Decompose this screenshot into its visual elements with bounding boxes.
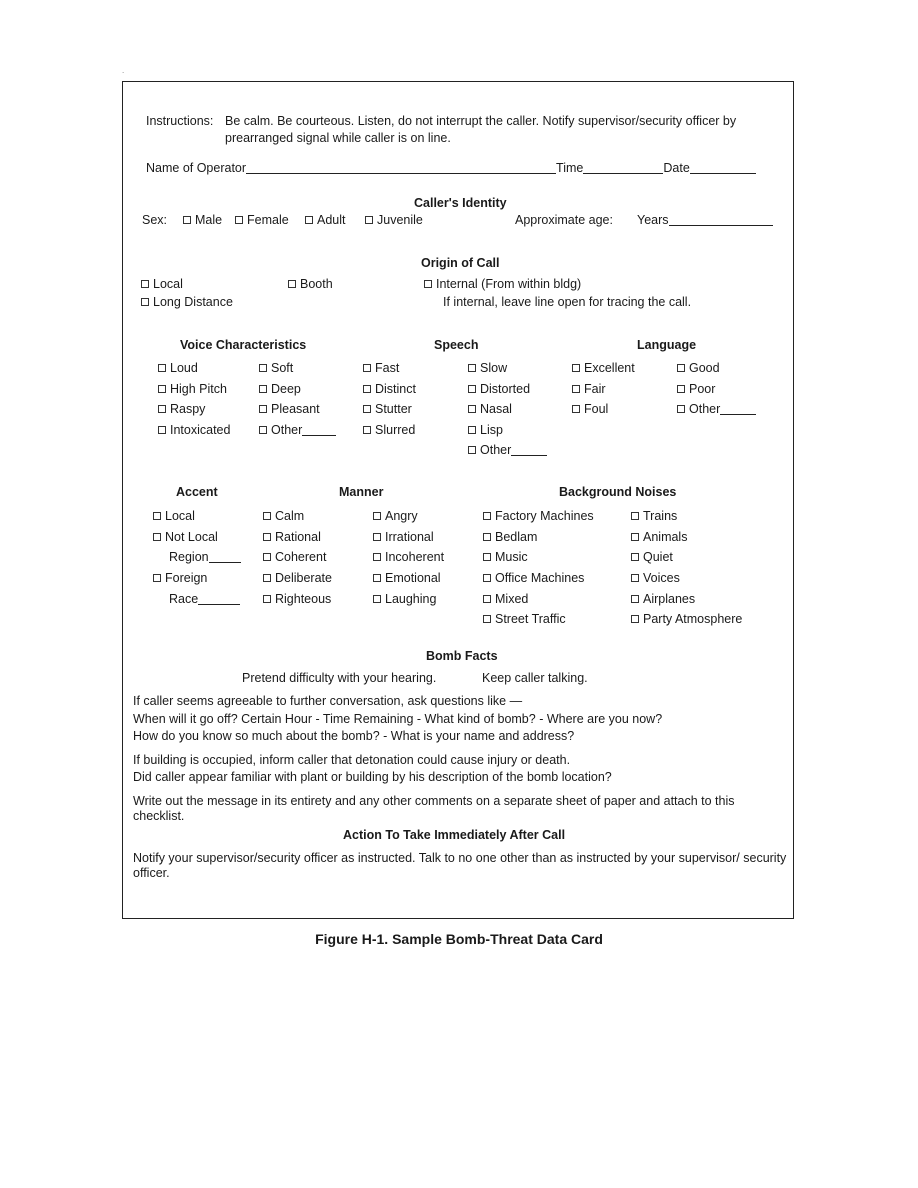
region-field[interactable] (209, 550, 241, 563)
checkbox-icon[interactable] (468, 364, 476, 372)
noise-animals[interactable]: Animals (631, 530, 687, 545)
checkbox-icon[interactable] (141, 280, 149, 288)
checkbox-icon[interactable] (631, 553, 639, 561)
operator-row (146, 161, 756, 176)
noise-mixed[interactable]: Mixed (483, 592, 528, 607)
checkbox-icon[interactable] (263, 553, 271, 561)
voice-deep[interactable]: Deep (259, 382, 301, 397)
origin-local[interactable]: Local (141, 277, 183, 292)
language-other-field[interactable] (720, 402, 756, 415)
option-male[interactable]: Male (183, 213, 222, 228)
speech-stutter[interactable]: Stutter (363, 402, 412, 417)
bomb-facts-p3: How do you know so much about the bomb? - What is your name and address? (133, 729, 575, 743)
manner-angry[interactable]: Angry (373, 509, 418, 524)
bomb-facts-hint-hearing: Pretend difficulty with your hearing. (242, 671, 437, 685)
language-fair[interactable]: Fair (572, 382, 606, 397)
voice-raspy[interactable]: Raspy (158, 402, 205, 417)
approximate-age-label: Approximate age: (515, 213, 613, 227)
checkbox-icon[interactable] (483, 615, 491, 623)
accent-local[interactable]: Local (153, 509, 195, 524)
accent-foreign[interactable]: Foreign (153, 571, 207, 586)
instructions-label: Instructions: (146, 114, 214, 128)
speech-other[interactable]: Other (468, 443, 547, 458)
language-heading: Language (637, 338, 697, 352)
checkbox-icon[interactable] (183, 216, 191, 224)
checkbox-icon[interactable] (468, 405, 476, 413)
checkbox-icon[interactable] (572, 405, 580, 413)
speech-slow[interactable]: Slow (468, 361, 507, 376)
checkbox-icon[interactable] (158, 405, 166, 413)
bomb-facts-p1: If caller seems agreeable to further conversation, ask questions like — (133, 694, 523, 708)
checkbox-icon[interactable] (158, 385, 166, 393)
checkbox-icon[interactable] (259, 385, 267, 393)
sex-label: Sex: (142, 213, 168, 227)
checkbox-icon[interactable] (373, 553, 381, 561)
language-excellent[interactable]: Excellent (572, 361, 635, 376)
checkbox-icon[interactable] (363, 364, 371, 372)
voice-other[interactable]: Other (259, 423, 336, 438)
checkbox-icon[interactable] (373, 533, 381, 541)
bomb-facts-p2: When will it go off? Certain Hour - Time Remaining - What kind of bomb? - Where are you now? (133, 712, 663, 726)
operator-name-label: Name of Operator (146, 161, 247, 175)
date-label: Date (663, 161, 690, 175)
voice-other-field[interactable] (302, 423, 336, 436)
checkbox-icon[interactable] (677, 405, 685, 413)
accent-heading: Accent (176, 485, 218, 499)
checkbox-icon[interactable] (259, 426, 267, 434)
checkbox-icon[interactable] (677, 364, 685, 372)
manner-incoherent[interactable]: Incoherent (373, 550, 444, 565)
language-other[interactable]: Other (677, 402, 756, 417)
manner-rational[interactable]: Rational (263, 530, 321, 545)
figure-caption: Figure H-1. Sample Bomb-Threat Data Card (315, 931, 603, 947)
noise-office-machines[interactable]: Office Machines (483, 571, 584, 586)
checkbox-icon[interactable] (363, 405, 371, 413)
checkbox-icon[interactable] (572, 364, 580, 372)
checkbox-icon[interactable] (677, 385, 685, 393)
callers-identity-heading: Caller's Identity (414, 196, 507, 210)
bomb-facts-p5: Did caller appear familiar with plant or building by his description of the bomb location? (133, 770, 612, 784)
voice-characteristics-heading: Voice Characteristics (180, 338, 307, 352)
speech-distorted[interactable]: Distorted (468, 382, 530, 397)
manner-laughing[interactable]: Laughing (373, 592, 436, 607)
checkbox-icon[interactable] (468, 385, 476, 393)
manner-emotional[interactable]: Emotional (373, 571, 441, 586)
voice-pleasant[interactable]: Pleasant (259, 402, 320, 417)
checkbox-icon[interactable] (153, 533, 161, 541)
manner-irrational[interactable]: Irrational (373, 530, 434, 545)
speech-nasal[interactable]: Nasal (468, 402, 512, 417)
manner-calm[interactable]: Calm (263, 509, 304, 524)
bomb-facts-p4: If building is occupied, inform caller that detonation could cause injury or death. (133, 753, 571, 767)
origin-booth[interactable]: Booth (288, 277, 333, 292)
voice-intoxicated[interactable]: Intoxicated (158, 423, 230, 438)
language-foul[interactable]: Foul (572, 402, 608, 417)
years-field[interactable] (669, 213, 773, 226)
checkbox-icon[interactable] (631, 574, 639, 582)
checkbox-icon[interactable] (141, 298, 149, 306)
speech-fast[interactable]: Fast (363, 361, 399, 376)
voice-high-pitch[interactable]: High Pitch (158, 382, 227, 397)
checkbox-icon[interactable] (263, 512, 271, 520)
time-label: Time (556, 161, 584, 175)
noise-quiet[interactable]: Quiet (631, 550, 673, 565)
operator-name-field[interactable] (246, 161, 556, 174)
checkbox-icon[interactable] (468, 446, 476, 454)
time-field[interactable] (583, 161, 663, 174)
manner-righteous[interactable]: Righteous (263, 592, 331, 607)
speech-heading: Speech (434, 338, 479, 352)
instructions-line-2: prearranged signal while caller is on line. (225, 131, 451, 145)
accent-race: Race (169, 592, 240, 607)
checkbox-icon[interactable] (263, 533, 271, 541)
checkbox-icon[interactable] (631, 595, 639, 603)
origin-of-call-heading: Origin of Call (421, 256, 500, 270)
accent-not-local[interactable]: Not Local (153, 530, 218, 545)
action-text: Notify your supervisor/security officer as instructed. Talk to no one other than as instructed by your supervisor/ security officer. (133, 851, 787, 880)
checkbox-icon[interactable] (373, 574, 381, 582)
checkbox-icon[interactable] (373, 595, 381, 603)
speech-distinct[interactable]: Distinct (363, 382, 416, 397)
checkbox-icon[interactable] (363, 385, 371, 393)
noise-airplanes[interactable]: Airplanes (631, 592, 695, 607)
checkbox-icon[interactable] (424, 280, 432, 288)
background-noises-heading: Background Noises (559, 485, 677, 499)
years-label: Years (637, 213, 669, 227)
option-juvenile[interactable]: Juvenile (365, 213, 423, 228)
bomb-facts-p6: Write out the message in its entirety and any other comments on a separate sheet of paper and attach to this checklist. (133, 794, 735, 823)
action-heading: Action To Take Immediately After Call (343, 828, 566, 842)
years-row (637, 213, 773, 228)
noise-street-traffic[interactable]: Street Traffic (483, 612, 566, 627)
noise-voices[interactable]: Voices (631, 571, 680, 586)
checkbox-icon[interactable] (572, 385, 580, 393)
option-female[interactable]: Female (235, 213, 289, 228)
corner-mark: . (122, 66, 125, 75)
checkbox-icon[interactable] (363, 426, 371, 434)
date-field[interactable] (690, 161, 756, 174)
language-poor[interactable]: Poor (677, 382, 715, 397)
checkbox-icon[interactable] (373, 512, 381, 520)
manner-heading: Manner (339, 485, 384, 499)
race-field[interactable] (198, 592, 240, 605)
bomb-facts-hint-talking: Keep caller talking. (482, 671, 588, 685)
checkbox-icon[interactable] (468, 426, 476, 434)
checkbox-icon[interactable] (483, 574, 491, 582)
instructions-line-1: Be calm. Be courteous. Listen, do not interrupt the caller. Notify supervisor/security officer by (225, 114, 737, 128)
checkbox-icon[interactable] (365, 216, 373, 224)
accent-region: Region (169, 550, 241, 565)
noise-music[interactable]: Music (483, 550, 528, 565)
checkbox-icon[interactable] (305, 216, 313, 224)
language-good[interactable]: Good (677, 361, 720, 376)
origin-long-distance[interactable]: Long Distance (141, 295, 233, 310)
speech-lisp[interactable]: Lisp (468, 423, 503, 438)
checkbox-icon[interactable] (259, 405, 267, 413)
manner-deliberate[interactable]: Deliberate (263, 571, 332, 586)
bomb-facts-heading: Bomb Facts (426, 649, 498, 663)
checkbox-icon[interactable] (263, 574, 271, 582)
voice-soft[interactable]: Soft (259, 361, 293, 376)
option-adult[interactable]: Adult (305, 213, 346, 228)
checkbox-icon[interactable] (288, 280, 296, 288)
checkbox-icon[interactable] (235, 216, 243, 224)
origin-internal[interactable]: Internal (From within bldg) (424, 277, 581, 292)
internal-note: If internal, leave line open for tracing the call. (443, 295, 692, 309)
checkbox-icon[interactable] (483, 533, 491, 541)
checkbox-icon[interactable] (631, 512, 639, 520)
checkbox-icon[interactable] (631, 533, 639, 541)
checkbox-icon[interactable] (153, 512, 161, 520)
checkbox-icon[interactable] (259, 364, 267, 372)
checkbox-icon[interactable] (158, 426, 166, 434)
voice-loud[interactable]: Loud (158, 361, 198, 376)
checkbox-icon[interactable] (483, 553, 491, 561)
speech-slurred[interactable]: Slurred (363, 423, 415, 438)
checkbox-icon[interactable] (153, 574, 161, 582)
noise-trains[interactable]: Trains (631, 509, 677, 524)
checkbox-icon[interactable] (483, 595, 491, 603)
speech-other-field[interactable] (511, 443, 547, 456)
checkbox-icon[interactable] (263, 595, 271, 603)
noise-factory-machines[interactable]: Factory Machines (483, 509, 594, 524)
noise-party-atmosphere[interactable]: Party Atmosphere (631, 612, 742, 627)
manner-coherent[interactable]: Coherent (263, 550, 326, 565)
checkbox-icon[interactable] (158, 364, 166, 372)
checkbox-icon[interactable] (483, 512, 491, 520)
checkbox-icon[interactable] (631, 615, 639, 623)
noise-bedlam[interactable]: Bedlam (483, 530, 537, 545)
